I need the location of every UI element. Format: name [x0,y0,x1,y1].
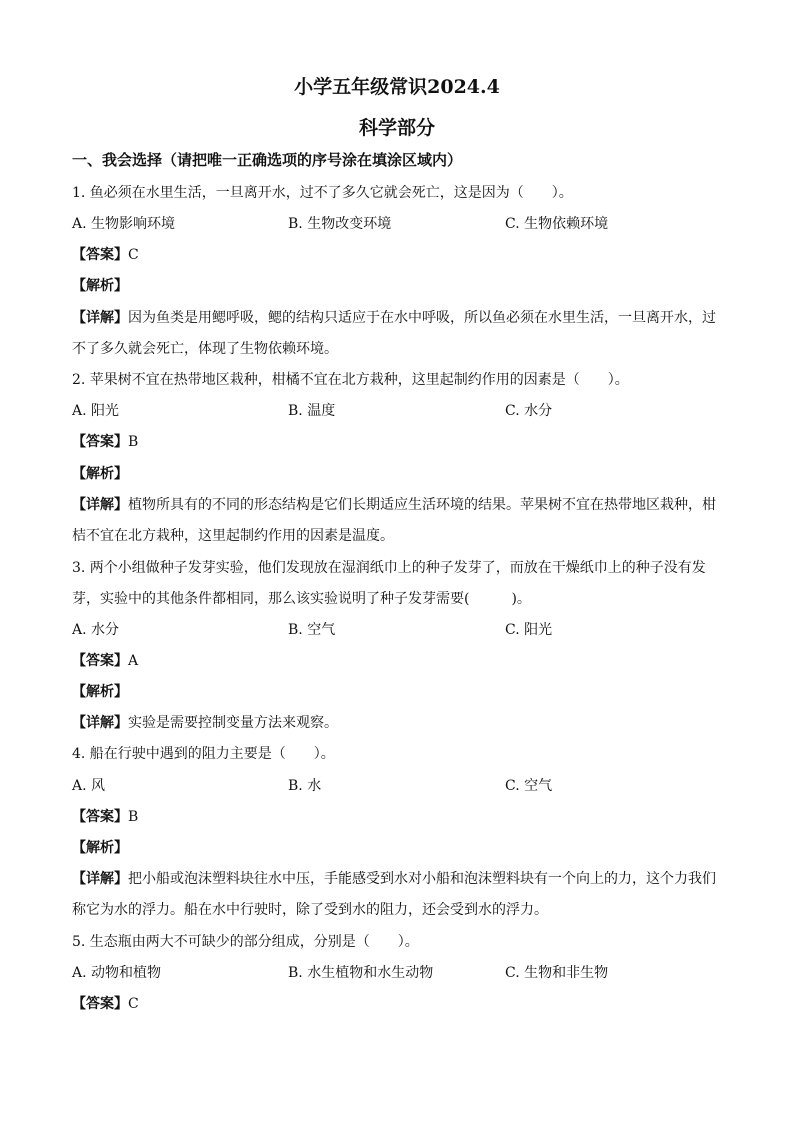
option-c: C. 空气 [505,778,553,794]
detail-label: 【详解】 [72,871,128,887]
question-stem: 5. 生态瓶由两大不可缺少的部分组成，分别是（ ）。 [72,934,419,950]
detail-line [72,712,722,732]
question-stem: 1. 鱼必须在水里生活，一旦离开水，过不了多久它就会死亡，这是因为（ ）。 [72,185,573,201]
detail-text: 称它为水的浮力。船在水中行驶时，除了受到水的阻力，还会受到水的浮力。 [72,902,548,918]
answer-line [72,806,722,826]
detail-label: 【详解】 [72,497,128,513]
option-b: B. 生物改变环境 [288,216,392,232]
analysis-label: 【解析】 [72,278,128,294]
detail-text: 把小船或泡沫塑料块往水中压，手能感受到水对小船和泡沫塑料块有一个向上的力，这个力我们 [128,871,716,887]
question-stem: 2. 苹果树不宜在热带地区栽种，柑橘不宜在北方栽种，这里起制约作用的因素是（ ）。 [72,372,629,388]
analysis-label: 【解析】 [72,466,128,482]
detail-text: 不了多久就会死亡，体现了生物依赖环境。 [72,341,338,357]
answer-line [72,993,722,1013]
detail-line [72,494,722,514]
answer-value: B [128,434,139,450]
option-c: C. 水分 [505,403,553,419]
answer-label: 【答案】 [72,653,128,669]
option-b: B. 水生植物和水生动物 [288,965,434,981]
detail-line [72,868,722,888]
detail-text: 因为鱼类是用鳃呼吸，鳃的结构只适应于在水中呼吸，所以鱼必须在水里生活，一旦离开水，过 [128,310,716,326]
answer-value: C [128,247,139,263]
answer-line [72,244,722,264]
answer-line [72,650,722,670]
detail-text: 植物所具有的不同的形态结构是它们长期适应生活环境的结果。苹果树不宜在热带地区栽种，柑 [128,497,716,513]
answer-value: A [128,653,139,669]
answer-label: 【答案】 [72,434,128,450]
answer-label: 【答案】 [72,809,128,825]
answer-value: B [128,809,139,825]
answer-value: C [128,996,139,1012]
answer-line [72,431,722,451]
answer-label: 【答案】 [72,996,128,1012]
detail-line [72,307,722,327]
option-b: B. 温度 [288,403,336,419]
option-a: A. 动物和植物 [72,965,162,981]
question-stem: 3. 两个小组做种子发芽实验，他们发现放在湿润纸巾上的种子发芽了，而放在干燥纸巾上的种子没有发 [72,560,706,576]
option-c: C. 阳光 [505,622,553,638]
detail-text: 实验是需要控制变量方法来观察。 [128,715,338,731]
option-c: C. 生物和非生物 [505,965,609,981]
option-a: A. 生物影响环境 [72,216,176,232]
section-heading: 一、我会选择（请把唯一正确选项的序号涂在填涂区域内） [72,151,463,169]
document-subtitle: 科学部分 [358,117,435,139]
detail-text: 桔不宜在北方栽种，这里起制约作用的因素是温度。 [72,528,394,544]
option-b: B. 空气 [288,622,336,638]
option-a: A. 风 [72,778,106,794]
detail-label: 【详解】 [72,715,128,731]
document-title: 小学五年级常识2024.4 [294,76,500,98]
analysis-label: 【解析】 [72,840,128,856]
option-a: A. 阳光 [72,403,120,419]
detail-label: 【详解】 [72,310,128,326]
answer-label: 【答案】 [72,247,128,263]
question-stem: 芽，实验中的其他条件都相同，那么该实验说明了种子发芽需要( )。 [72,591,531,607]
option-a: A. 水分 [72,622,120,638]
option-c: C. 生物依赖环境 [505,216,609,232]
option-b: B. 水 [288,778,322,794]
analysis-label: 【解析】 [72,684,128,700]
question-stem: 4. 船在行驶中遇到的阻力主要是（ ）。 [72,746,335,762]
